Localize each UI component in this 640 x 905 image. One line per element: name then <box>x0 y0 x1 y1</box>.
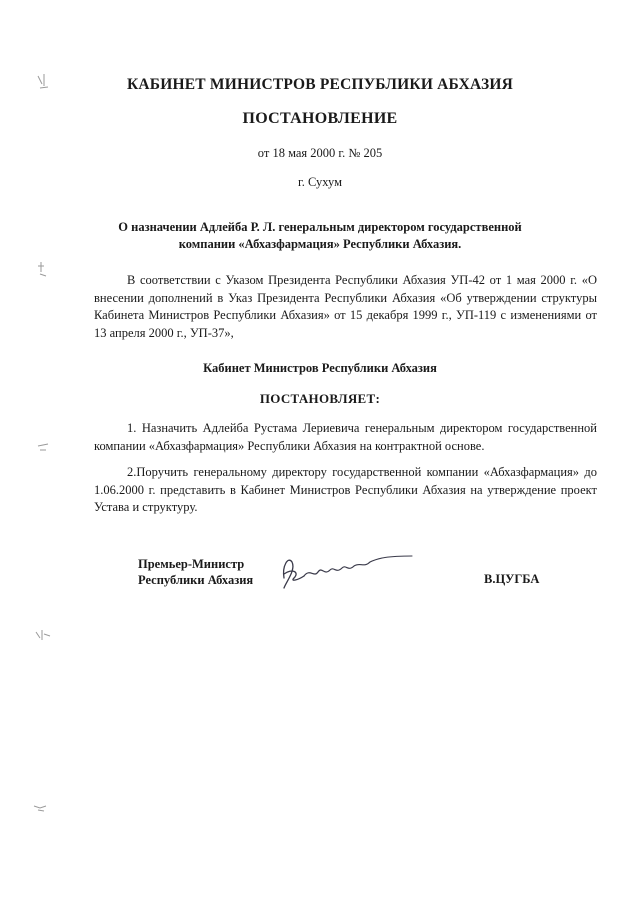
signatory-position-line-1: Премьер-Министр <box>138 557 245 571</box>
subject-heading <box>0 219 640 253</box>
document-type: ПОСТАНОВЛЕНИЕ <box>242 110 398 127</box>
decree-heading: ПОСТАНОВЛЯЕТ: <box>259 391 381 406</box>
preamble-paragraph: В соответствии с Указом Президента Республики Абхазия УП-42 от 1 мая 2000 г. «О внесении дополнений в Указ Президента Республики Абхазия «Об утверждении структуры Кабинета Министров Республики Абхазия» от 15 декабря 1999 г., УП-119 с изменениями от 13 апреля 2000 г., УП-37», <box>94 273 597 340</box>
date-and-number: от 18 мая 2000 г. № 205 <box>257 146 383 160</box>
scan-artifact-mark <box>34 436 56 458</box>
subject-line-2: компании «Абхазфармация» Республики Абхазия. <box>178 237 462 251</box>
handwritten-signature <box>278 548 418 592</box>
issuing-body: Кабинет Министров Республики Абхазия <box>203 361 437 375</box>
scan-artifact-mark <box>32 624 54 646</box>
scan-artifact-mark <box>30 796 52 818</box>
scan-artifact-mark <box>34 258 56 280</box>
subject-line-1: О назначении Адлейба Р. Л. генеральным директором государственной <box>118 220 522 234</box>
decree-item-2: 2.Поручить генеральному директору государственной компании «Абхазфармация» до 1.06.2000 г. представить в Кабинет Министров Республики Абхазия на утверждение проект Устава и структуру. <box>94 465 597 514</box>
signatory-name: В.ЦУГБА <box>484 572 540 586</box>
decree-item-1: 1. Назначить Адлейба Рустама Лериевича генеральным директором государственной компании «Абхазфармация» Республики Абхазия на контрактной основе. <box>94 421 597 453</box>
signatory-position-line-2: Республики Абхазия <box>138 573 254 587</box>
city: г. Сухум <box>297 175 342 189</box>
signatory-position <box>138 556 253 588</box>
organization-title: КАБИНЕТ МИНИСТРОВ РЕСПУБЛИКИ АБХАЗИЯ <box>126 76 514 93</box>
scan-artifact-mark <box>32 70 54 92</box>
